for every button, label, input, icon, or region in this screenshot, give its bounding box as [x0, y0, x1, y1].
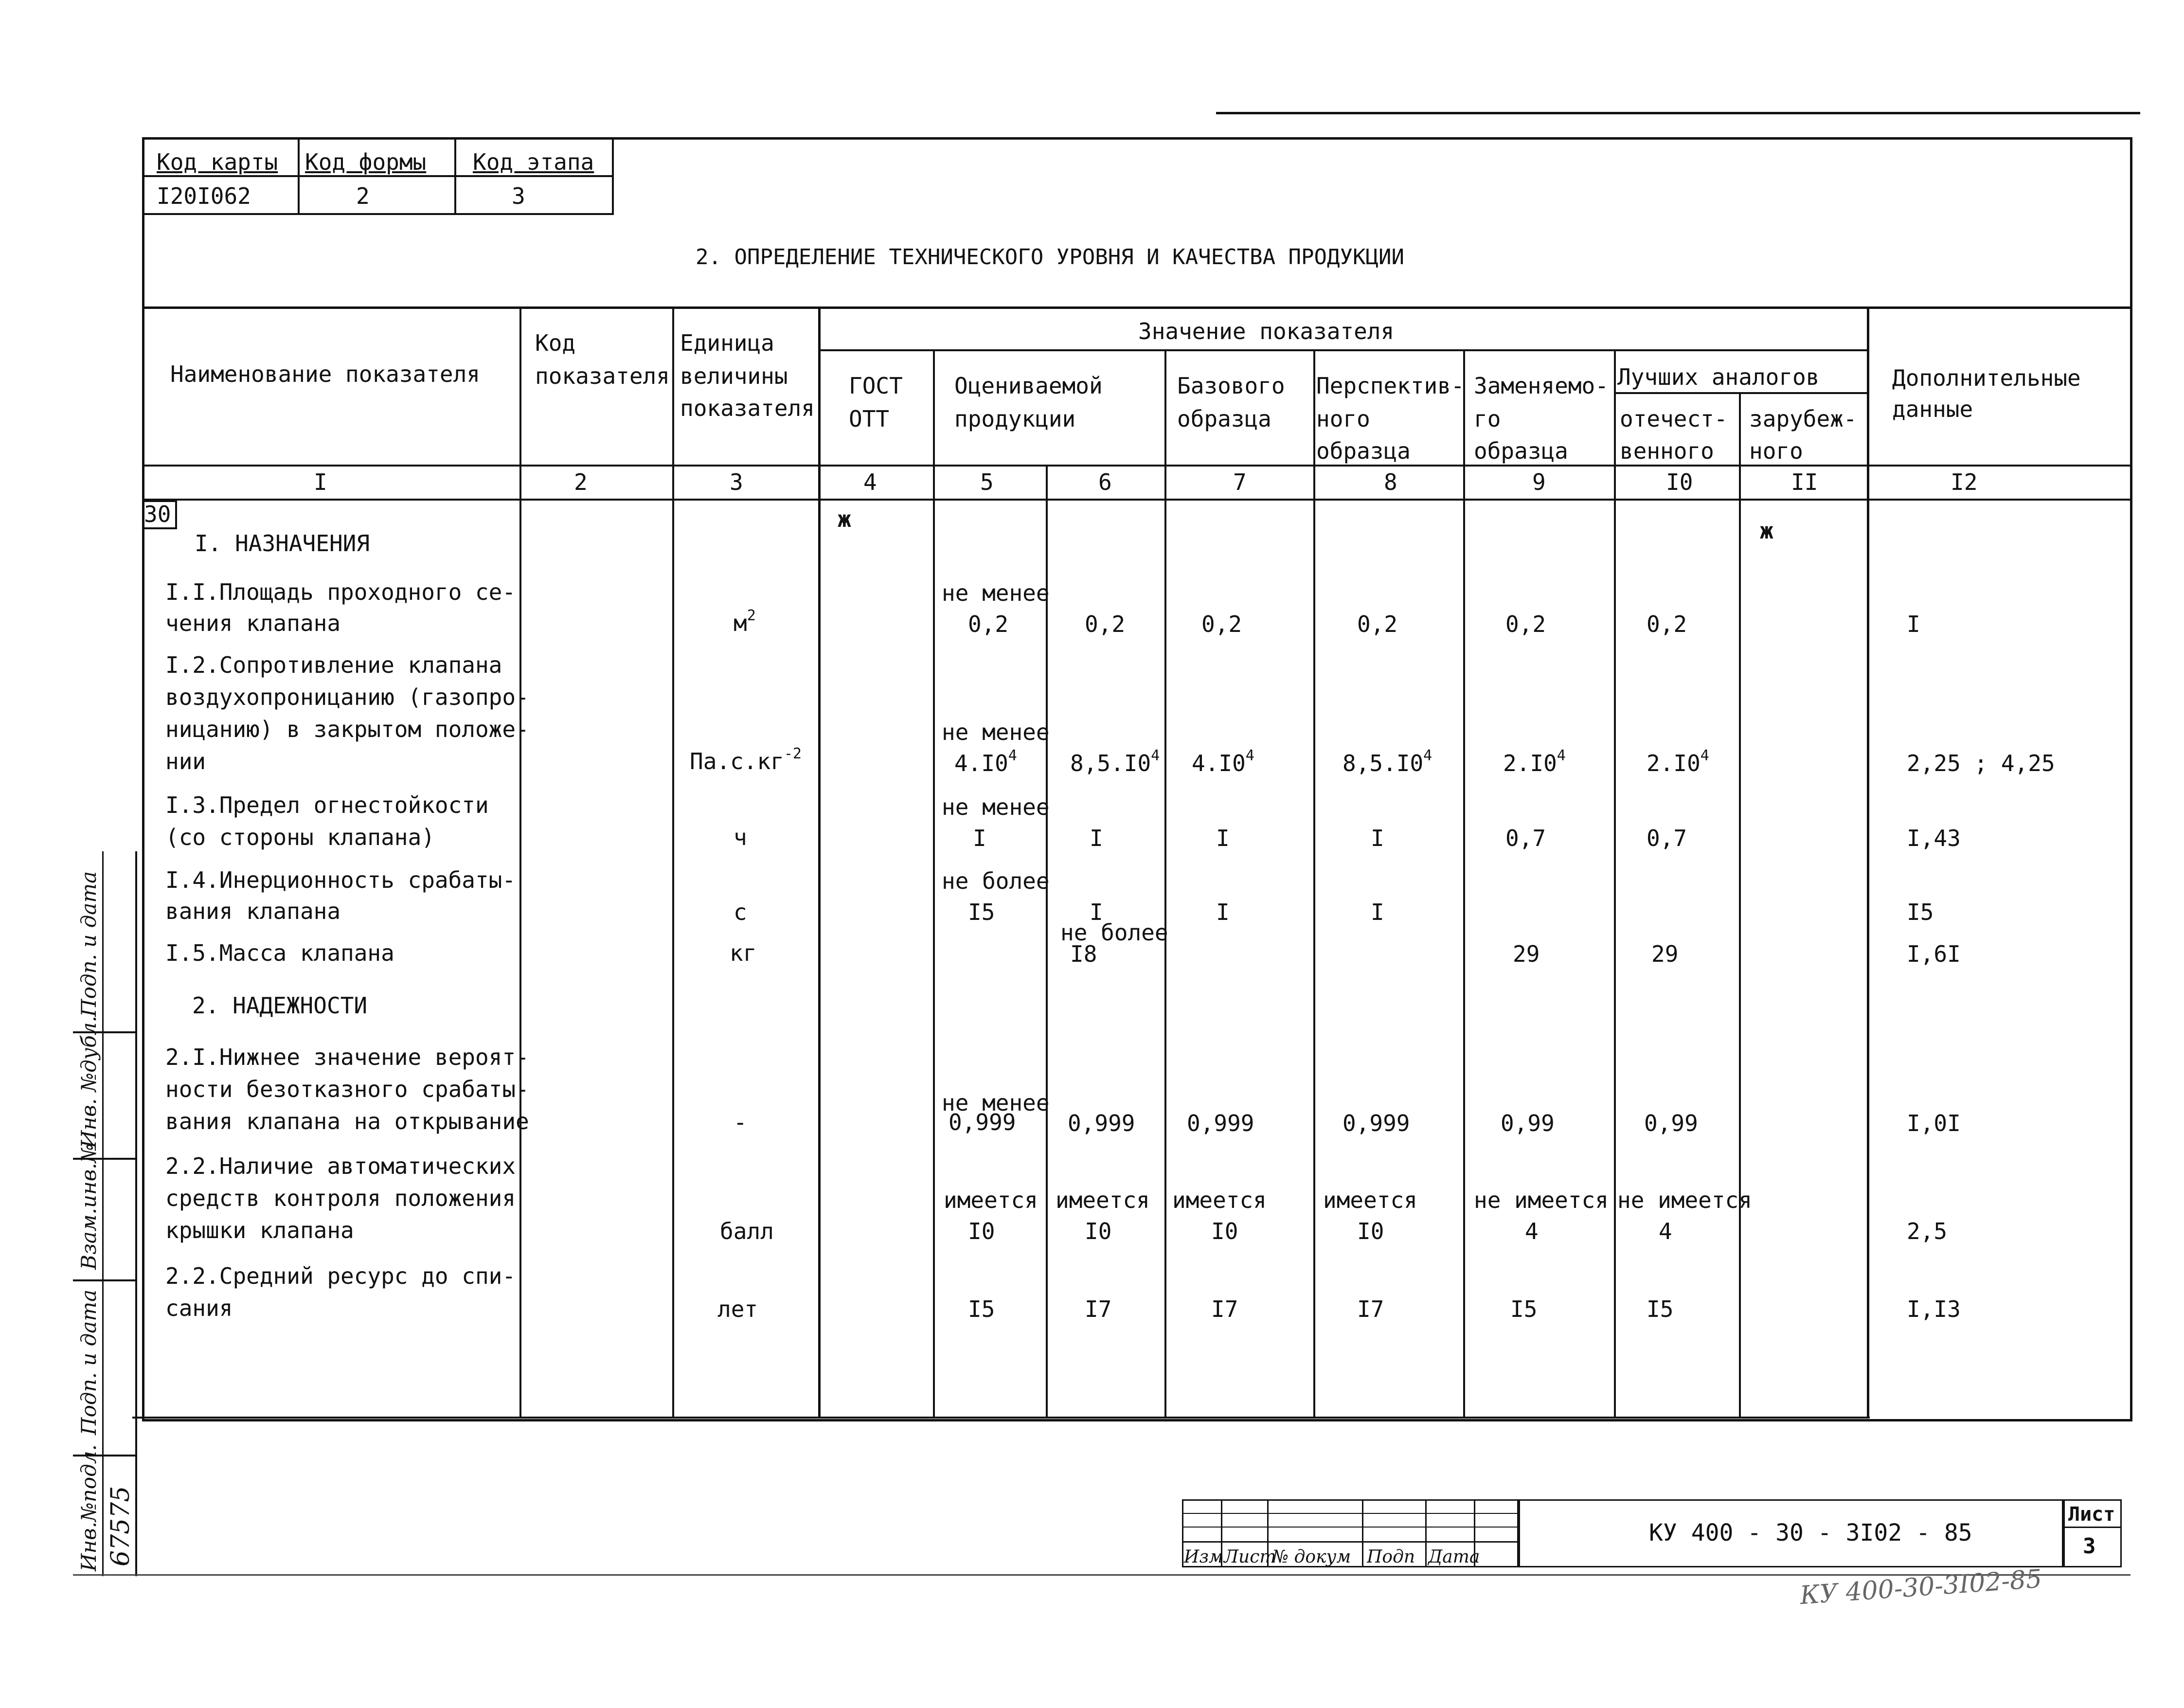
row2-c9	[1503, 747, 1566, 776]
header-repl-3: образца	[1474, 438, 1568, 464]
meta-header-stage: Код этапа	[473, 149, 594, 175]
header-name: Наименование показателя	[170, 361, 480, 387]
table-top-border	[142, 306, 2132, 309]
col-number-9: 9	[1532, 469, 1546, 495]
row6-name-1: 2.I.Нижнее значение вероят-	[165, 1044, 529, 1070]
row6-unit: -	[734, 1109, 747, 1135]
side-stamp-3: Взам.инв.№	[77, 1143, 101, 1270]
header-base-1: Базового	[1177, 373, 1285, 399]
row7-name-2: средств контроля положения	[165, 1185, 516, 1211]
col-number-11: II	[1791, 469, 1818, 495]
row4-eval-note: не более	[942, 868, 1050, 894]
row7-s5: имеется	[944, 1187, 1038, 1213]
col-number-3: 3	[730, 469, 743, 495]
meta-header-card: Код карты	[157, 149, 278, 175]
side-stamp-1: Подп. и дата	[77, 871, 101, 1017]
row2-c6-value: 8,5.I0	[1070, 750, 1151, 776]
meta-value-stage: 3	[512, 183, 525, 209]
col-line-unit	[672, 306, 674, 1418]
row5-unit: кг	[730, 940, 757, 966]
header-code-2: показателя	[535, 363, 670, 389]
header-unit-1: Единица	[680, 330, 774, 356]
meta-codes-sep-1	[298, 137, 300, 215]
row6-c6: 0,999	[1068, 1110, 1135, 1136]
revision-label-doc: № докум	[1272, 1547, 1351, 1567]
row2-c10-exp: 4	[1700, 747, 1709, 764]
row8-c5: I5	[968, 1296, 995, 1322]
row7-s8: имеется	[1323, 1187, 1417, 1213]
row3-c9: 0,7	[1505, 825, 1546, 851]
row8-c9: I5	[1510, 1296, 1538, 1322]
row6-c9: 0,99	[1501, 1110, 1555, 1136]
side-stamp-5: Инв.№подл.	[77, 1444, 101, 1571]
header-domestic-1: отечест-	[1620, 406, 1728, 432]
row4-c6: I	[1090, 899, 1103, 925]
col-line-repl	[1463, 349, 1465, 1418]
row1-name-1: I.I.Площадь проходного се-	[165, 579, 516, 605]
col-number-4: 4	[863, 469, 877, 495]
row1-unit-base: м	[734, 610, 747, 636]
header-domestic-2: венного	[1620, 438, 1714, 464]
row8-c10: I5	[1647, 1296, 1674, 1322]
row6-c8: 0,999	[1343, 1110, 1410, 1136]
row1-c6: 0,2	[1085, 611, 1126, 637]
row5-c10: 29	[1651, 941, 1679, 967]
side-strip-sep-3	[73, 1279, 136, 1281]
row2-unit-base: Па.с.кг	[690, 748, 784, 774]
row8-name-1: 2.2.Средний ресурс до спи-	[165, 1263, 516, 1289]
side-strip-border	[135, 851, 137, 1576]
header-extra-1: Дополнительные	[1892, 365, 2081, 391]
row8-name-2: сания	[165, 1295, 233, 1321]
row7-c10: 4	[1659, 1218, 1672, 1244]
row3-c8: I	[1371, 825, 1384, 851]
section-heading-2: 2. НАДЕЖНОСТИ	[192, 992, 368, 1019]
sheet-label: Лист	[2068, 1503, 2115, 1526]
header-value-group: Значение показателя	[1138, 318, 1395, 344]
row2-c5-exp: 4	[1008, 747, 1017, 764]
revision-label-sign: Подп	[1367, 1547, 1415, 1567]
row2-c9-exp: 4	[1557, 747, 1566, 764]
header-persp-3: образца	[1316, 438, 1411, 464]
row3-name-2: (со стороны клапана)	[165, 824, 435, 850]
row7-c7: I0	[1211, 1218, 1238, 1244]
row6-c5: 0,999	[949, 1109, 1016, 1135]
handwritten-note: КУ 400-30-3І02-85	[1799, 1564, 2043, 1611]
meta-codes-divider	[142, 175, 614, 177]
row3-c7: I	[1216, 825, 1230, 851]
row6-c10: 0,99	[1644, 1110, 1698, 1136]
row4-unit: с	[734, 899, 747, 925]
row2-c8-value: 8,5.I0	[1343, 750, 1424, 776]
column-numbers-bottom	[142, 499, 2132, 501]
side-strip-inner	[102, 851, 104, 1576]
col-number-1: I	[314, 469, 327, 495]
row2-c6-exp: 4	[1151, 747, 1160, 764]
best-analogs-divider	[1614, 392, 1869, 394]
meta-header-form: Код формы	[305, 149, 427, 175]
meta-value-form: 2	[356, 183, 370, 209]
title-block	[1182, 1499, 2132, 1577]
row1-c10: 0,2	[1647, 611, 1687, 637]
header-unit-3: показателя	[680, 395, 815, 421]
row4-c8: I	[1371, 899, 1384, 925]
row3-unit: ч	[734, 824, 747, 850]
header-bottom-border	[142, 465, 2132, 467]
header-eval-2: продукции	[954, 406, 1076, 432]
row7-s6: имеется	[1056, 1187, 1150, 1213]
revision-row-1	[1182, 1513, 1519, 1514]
row4-name-1: I.4.Инерционность срабаты-	[165, 867, 516, 893]
row8-unit: лет	[717, 1296, 758, 1322]
row1-eval-note: не менее	[942, 580, 1050, 606]
row2-c10	[1647, 747, 1709, 776]
page-mark: 30	[144, 501, 171, 527]
col-line-persp	[1313, 349, 1315, 1418]
side-stamp-strip	[73, 851, 136, 1581]
row8-c7: I7	[1211, 1296, 1238, 1322]
col-number-8: 8	[1384, 469, 1397, 495]
revision-row-3	[1182, 1541, 1519, 1543]
col-line-eval	[933, 349, 935, 1418]
row5-name: I.5.Масса клапана	[165, 940, 394, 966]
value-group-divider	[820, 349, 1869, 351]
row4-name-2: вания клапана	[165, 898, 341, 924]
row2-c8-exp: 4	[1423, 747, 1432, 764]
col-line-foreign	[1739, 392, 1741, 1418]
row4-c5: I5	[968, 899, 995, 925]
side-number: 67575	[106, 1486, 135, 1566]
row5-c12: I,6I	[1907, 941, 1961, 967]
revision-row-2	[1182, 1527, 1519, 1528]
row2-c9-value: 2.I0	[1503, 750, 1557, 776]
row1-c7: 0,2	[1201, 611, 1242, 637]
row2-c5	[954, 747, 1017, 776]
row2-c7-exp: 4	[1245, 747, 1254, 764]
row3-c10: 0,7	[1647, 825, 1687, 851]
row2-c8	[1343, 747, 1432, 776]
side-stamp-4: Подп. и дата	[77, 1289, 101, 1435]
row2-c7	[1192, 747, 1254, 776]
row2-c7-value: 4.I0	[1192, 750, 1246, 776]
page-frame	[142, 137, 2132, 1421]
col-line-eval-split	[1046, 465, 1048, 1418]
meta-codes-sep-2	[454, 137, 456, 215]
row3-name-1: I.3.Предел огнестойкости	[165, 792, 489, 818]
header-best: Лучших аналогов	[1617, 364, 1820, 390]
col-number-7: 7	[1233, 469, 1247, 495]
col-line-base	[1164, 349, 1166, 1418]
revision-col-4	[1425, 1499, 1427, 1567]
row1-unit	[734, 607, 756, 636]
row2-name-4: нии	[165, 748, 206, 774]
row3-c6: I	[1090, 825, 1103, 851]
col-number-5: 5	[980, 469, 994, 495]
header-code-1: Код	[535, 330, 576, 356]
row1-c9: 0,2	[1505, 611, 1546, 637]
row3-c5: I	[973, 825, 986, 851]
row4-c7: I	[1216, 899, 1230, 925]
row7-s9: не имеется	[1474, 1187, 1609, 1213]
row1-c5: 0,2	[968, 611, 1009, 637]
row2-eval-note: не менее	[942, 719, 1050, 745]
row1-c12: I	[1907, 611, 1920, 637]
header-persp-2: ного	[1316, 406, 1370, 432]
header-foreign-2: ного	[1749, 438, 1803, 464]
revision-label-date: Дата	[1428, 1547, 1480, 1567]
row1-unit-exp: 2	[747, 607, 756, 624]
row7-name-1: 2.2.Наличие автоматических	[165, 1153, 516, 1179]
meta-value-card: I20I062	[157, 183, 251, 209]
revision-label-change: Изм	[1184, 1547, 1223, 1567]
col-line-extra	[1867, 306, 1869, 1418]
row1-c8: 0,2	[1357, 611, 1398, 637]
col-number-10: I0	[1666, 469, 1693, 495]
row2-c6	[1070, 747, 1160, 776]
col-line-code	[519, 306, 521, 1418]
col-line-gost	[818, 306, 821, 1418]
table-bottom-border	[132, 1417, 1870, 1419]
row8-c8: I7	[1357, 1296, 1384, 1322]
page-title: 2. ОПРЕДЕЛЕНИЕ ТЕХНИЧЕСКОГО УРОВНЯ И КАЧЕСТВА ПРОДУКЦИИ	[696, 245, 1404, 270]
row7-c12: 2,5	[1907, 1218, 1948, 1244]
header-base-2: образца	[1177, 406, 1271, 432]
header-foreign-1: зарубеж-	[1749, 406, 1857, 432]
row8-c12: I,I3	[1907, 1296, 1961, 1322]
side-stamp-2: Инв. №дубл.	[77, 1016, 101, 1148]
row5-c6: I8	[1070, 941, 1097, 967]
row2-name-1: I.2.Сопротивление клапана	[165, 652, 502, 678]
row7-c5: I0	[968, 1218, 995, 1244]
row3-c12: I,43	[1907, 825, 1961, 851]
row5-c9: 29	[1513, 941, 1540, 967]
row8-c6: I7	[1085, 1296, 1112, 1322]
col-number-2: 2	[574, 469, 588, 495]
row7-name-3: крышки клапана	[165, 1217, 354, 1243]
col-number-6: 6	[1098, 469, 1112, 495]
row6-name-2: ности безотказного срабаты-	[165, 1076, 529, 1102]
row7-c9: 4	[1525, 1218, 1539, 1244]
header-persp-1: Перспектив-	[1316, 373, 1465, 399]
row7-c6: I0	[1085, 1218, 1112, 1244]
row1-name-2: чения клапана	[165, 610, 341, 636]
col-line-domestic	[1614, 349, 1616, 1418]
revision-col-3	[1362, 1499, 1363, 1567]
row7-unit: балл	[720, 1218, 774, 1244]
header-gost-2: ОТТ	[849, 406, 890, 432]
row4-c12: I5	[1907, 899, 1934, 925]
row2-unit-exp: -2	[784, 745, 802, 762]
row2-name-3: ницанию) в закрытом положе-	[165, 716, 529, 742]
asterisk-foreign: ж	[1760, 518, 1773, 544]
row7-s10: не имеется	[1617, 1187, 1752, 1213]
header-unit-2: величины	[680, 363, 788, 389]
row2-c12: 2,25 ; 4,25	[1907, 750, 2055, 776]
row7-s7: имеется	[1172, 1187, 1267, 1213]
row2-c5-value: 4.I0	[954, 750, 1008, 776]
row6-name-3: вания клапана на открывание	[165, 1108, 529, 1134]
row6-c12: I,0I	[1907, 1110, 1961, 1136]
row6-c7: 0,999	[1187, 1110, 1254, 1136]
section-heading-1: I. НАЗНАЧЕНИЯ	[195, 530, 370, 557]
sheet-number: 3	[2083, 1534, 2096, 1559]
header-gost-1: ГОСТ	[849, 373, 903, 399]
header-extra-2: данные	[1892, 396, 1973, 422]
row3-eval-note: не менее	[942, 794, 1050, 820]
row5-c6-note: не более	[1060, 919, 1168, 946]
doc-code: КУ 400 - 30 - 3I02 - 85	[1649, 1519, 1972, 1546]
col-number-12: I2	[1951, 469, 1978, 495]
row2-unit	[690, 745, 802, 774]
row6-eval-note: не менее	[942, 1090, 1050, 1116]
header-repl-2: го	[1474, 406, 1501, 432]
top-rule	[1216, 112, 2140, 114]
header-eval-1: Оцениваемой	[954, 373, 1103, 399]
bottom-rule	[73, 1574, 2130, 1576]
revision-label-sheet: Лист	[1224, 1547, 1276, 1567]
row2-c10-value: 2.I0	[1647, 750, 1701, 776]
row2-name-2: воздухопроницанию (газопро-	[165, 684, 529, 710]
header-repl-1: Заменяемо-	[1474, 373, 1609, 399]
asterisk-gost: ж	[838, 506, 851, 532]
row7-c8: I0	[1357, 1218, 1384, 1244]
